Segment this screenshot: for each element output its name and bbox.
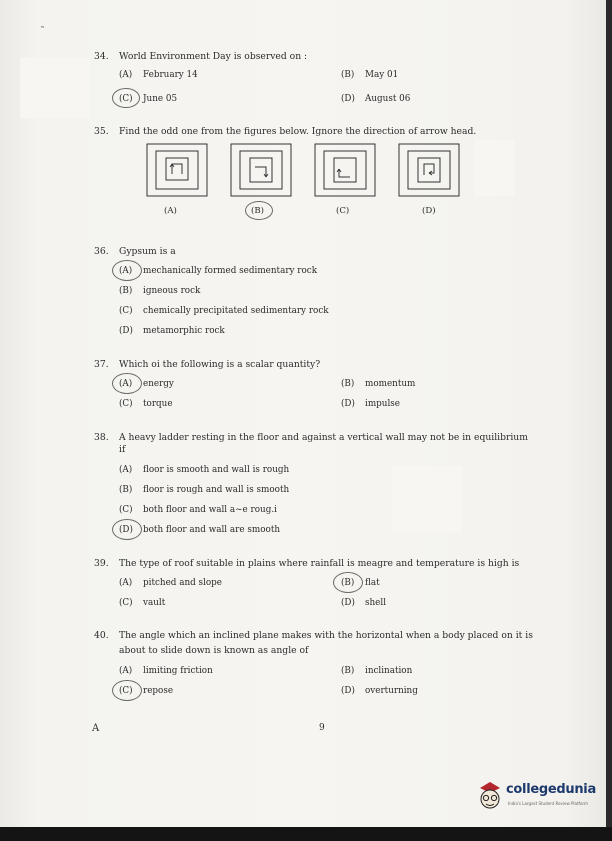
question-text: The angle which an inclined plane makes with the horizontal when a body placed on it is [119, 630, 533, 641]
watermark-logo [476, 778, 596, 818]
option-b: (B) inclination [341, 666, 413, 676]
figure-label-c: (C) [336, 206, 350, 216]
question-text: A heavy ladder resting in the floor and against a vertical wall may not be in equilibrium [119, 432, 528, 443]
brand-name: collegedunia [506, 782, 596, 797]
question-text-continued: about to slide down is known as angle of [119, 645, 309, 656]
blank-patch [392, 466, 462, 532]
question-number: 40. [94, 630, 109, 641]
option-b: (B) momentum [341, 379, 416, 389]
answer-mark-circle [112, 260, 142, 281]
question-text: Find the odd one from the figures below. Ignore the direction of arrow head. [119, 126, 477, 137]
question-number: 38. [94, 432, 109, 443]
option-a: (A) February 14 [119, 70, 198, 80]
figure-d [398, 143, 460, 197]
question-text-continued: if [119, 444, 126, 455]
question-number: 36. [94, 246, 109, 257]
option-b: (B) flat [341, 578, 380, 588]
option-a: (A) mechanically formed sedimentary rock [119, 266, 318, 276]
option-c: (C) repose [119, 686, 174, 696]
figure-c [314, 143, 376, 197]
option-d: (D) overturning [341, 686, 418, 696]
answer-mark-circle [112, 88, 140, 108]
question-number: 35. [94, 126, 109, 137]
question-text: Which oi the following is a scalar quantity? [119, 359, 321, 370]
answer-mark-circle [112, 373, 142, 394]
question-number: 39. [94, 558, 109, 569]
question-text: The type of roof suitable in plains where rainfall is meagre and temperature is high is [119, 558, 520, 569]
option-d: (D) August 06 [341, 94, 411, 104]
blank-patch [20, 58, 90, 118]
option-c: (C) torque [119, 399, 173, 409]
option-d: (D) both floor and wall are smooth [119, 525, 281, 535]
question-number: 34. [94, 51, 109, 62]
option-b: (B) May 01 [341, 70, 399, 80]
answer-mark-circle [245, 201, 273, 220]
option-a: (A) limiting friction [119, 666, 213, 676]
question-text: Gypsum is a [119, 246, 176, 257]
answer-mark-circle [112, 519, 142, 540]
figure-label-d: (D) [422, 206, 436, 216]
question-text: World Environment Day is observed on : [119, 51, 308, 62]
answer-mark-circle [333, 572, 363, 593]
figure-b [230, 143, 292, 197]
option-a: (A) floor is smooth and wall is rough [119, 465, 290, 475]
blank-patch [474, 140, 514, 196]
mascot-icon [476, 780, 504, 814]
option-c: (C) vault [119, 598, 166, 608]
option-c: (C) chemically precipitated sedimentary rock [119, 306, 329, 316]
scan-border [0, 827, 612, 841]
figure-label-a: (A) [164, 206, 177, 216]
answer-mark-circle [112, 680, 142, 701]
question-number: 37. [94, 359, 109, 370]
option-c: (C) both floor and wall a~e roug.i [119, 505, 277, 515]
option-d: (D) shell [341, 598, 387, 608]
option-a: (A) energy [119, 379, 174, 389]
option-c: (C) June 05 [119, 94, 178, 104]
option-a: (A) pitched and slope [119, 578, 223, 588]
option-b: (B) igneous rock [119, 286, 201, 296]
booklet-series: A [92, 723, 100, 734]
figure-label-b: (B) [251, 206, 265, 216]
page-number: 9 [319, 723, 325, 733]
option-d: (D) metamorphic rock [119, 326, 225, 336]
brand-tagline: India's Largest Student Review Platform [508, 801, 588, 806]
corner-mark: ˜ [40, 26, 45, 37]
option-b: (B) floor is rough and wall is smooth [119, 485, 290, 495]
figure-a [146, 143, 208, 197]
option-d: (D) impulse [341, 399, 400, 409]
scan-edge [606, 0, 612, 841]
